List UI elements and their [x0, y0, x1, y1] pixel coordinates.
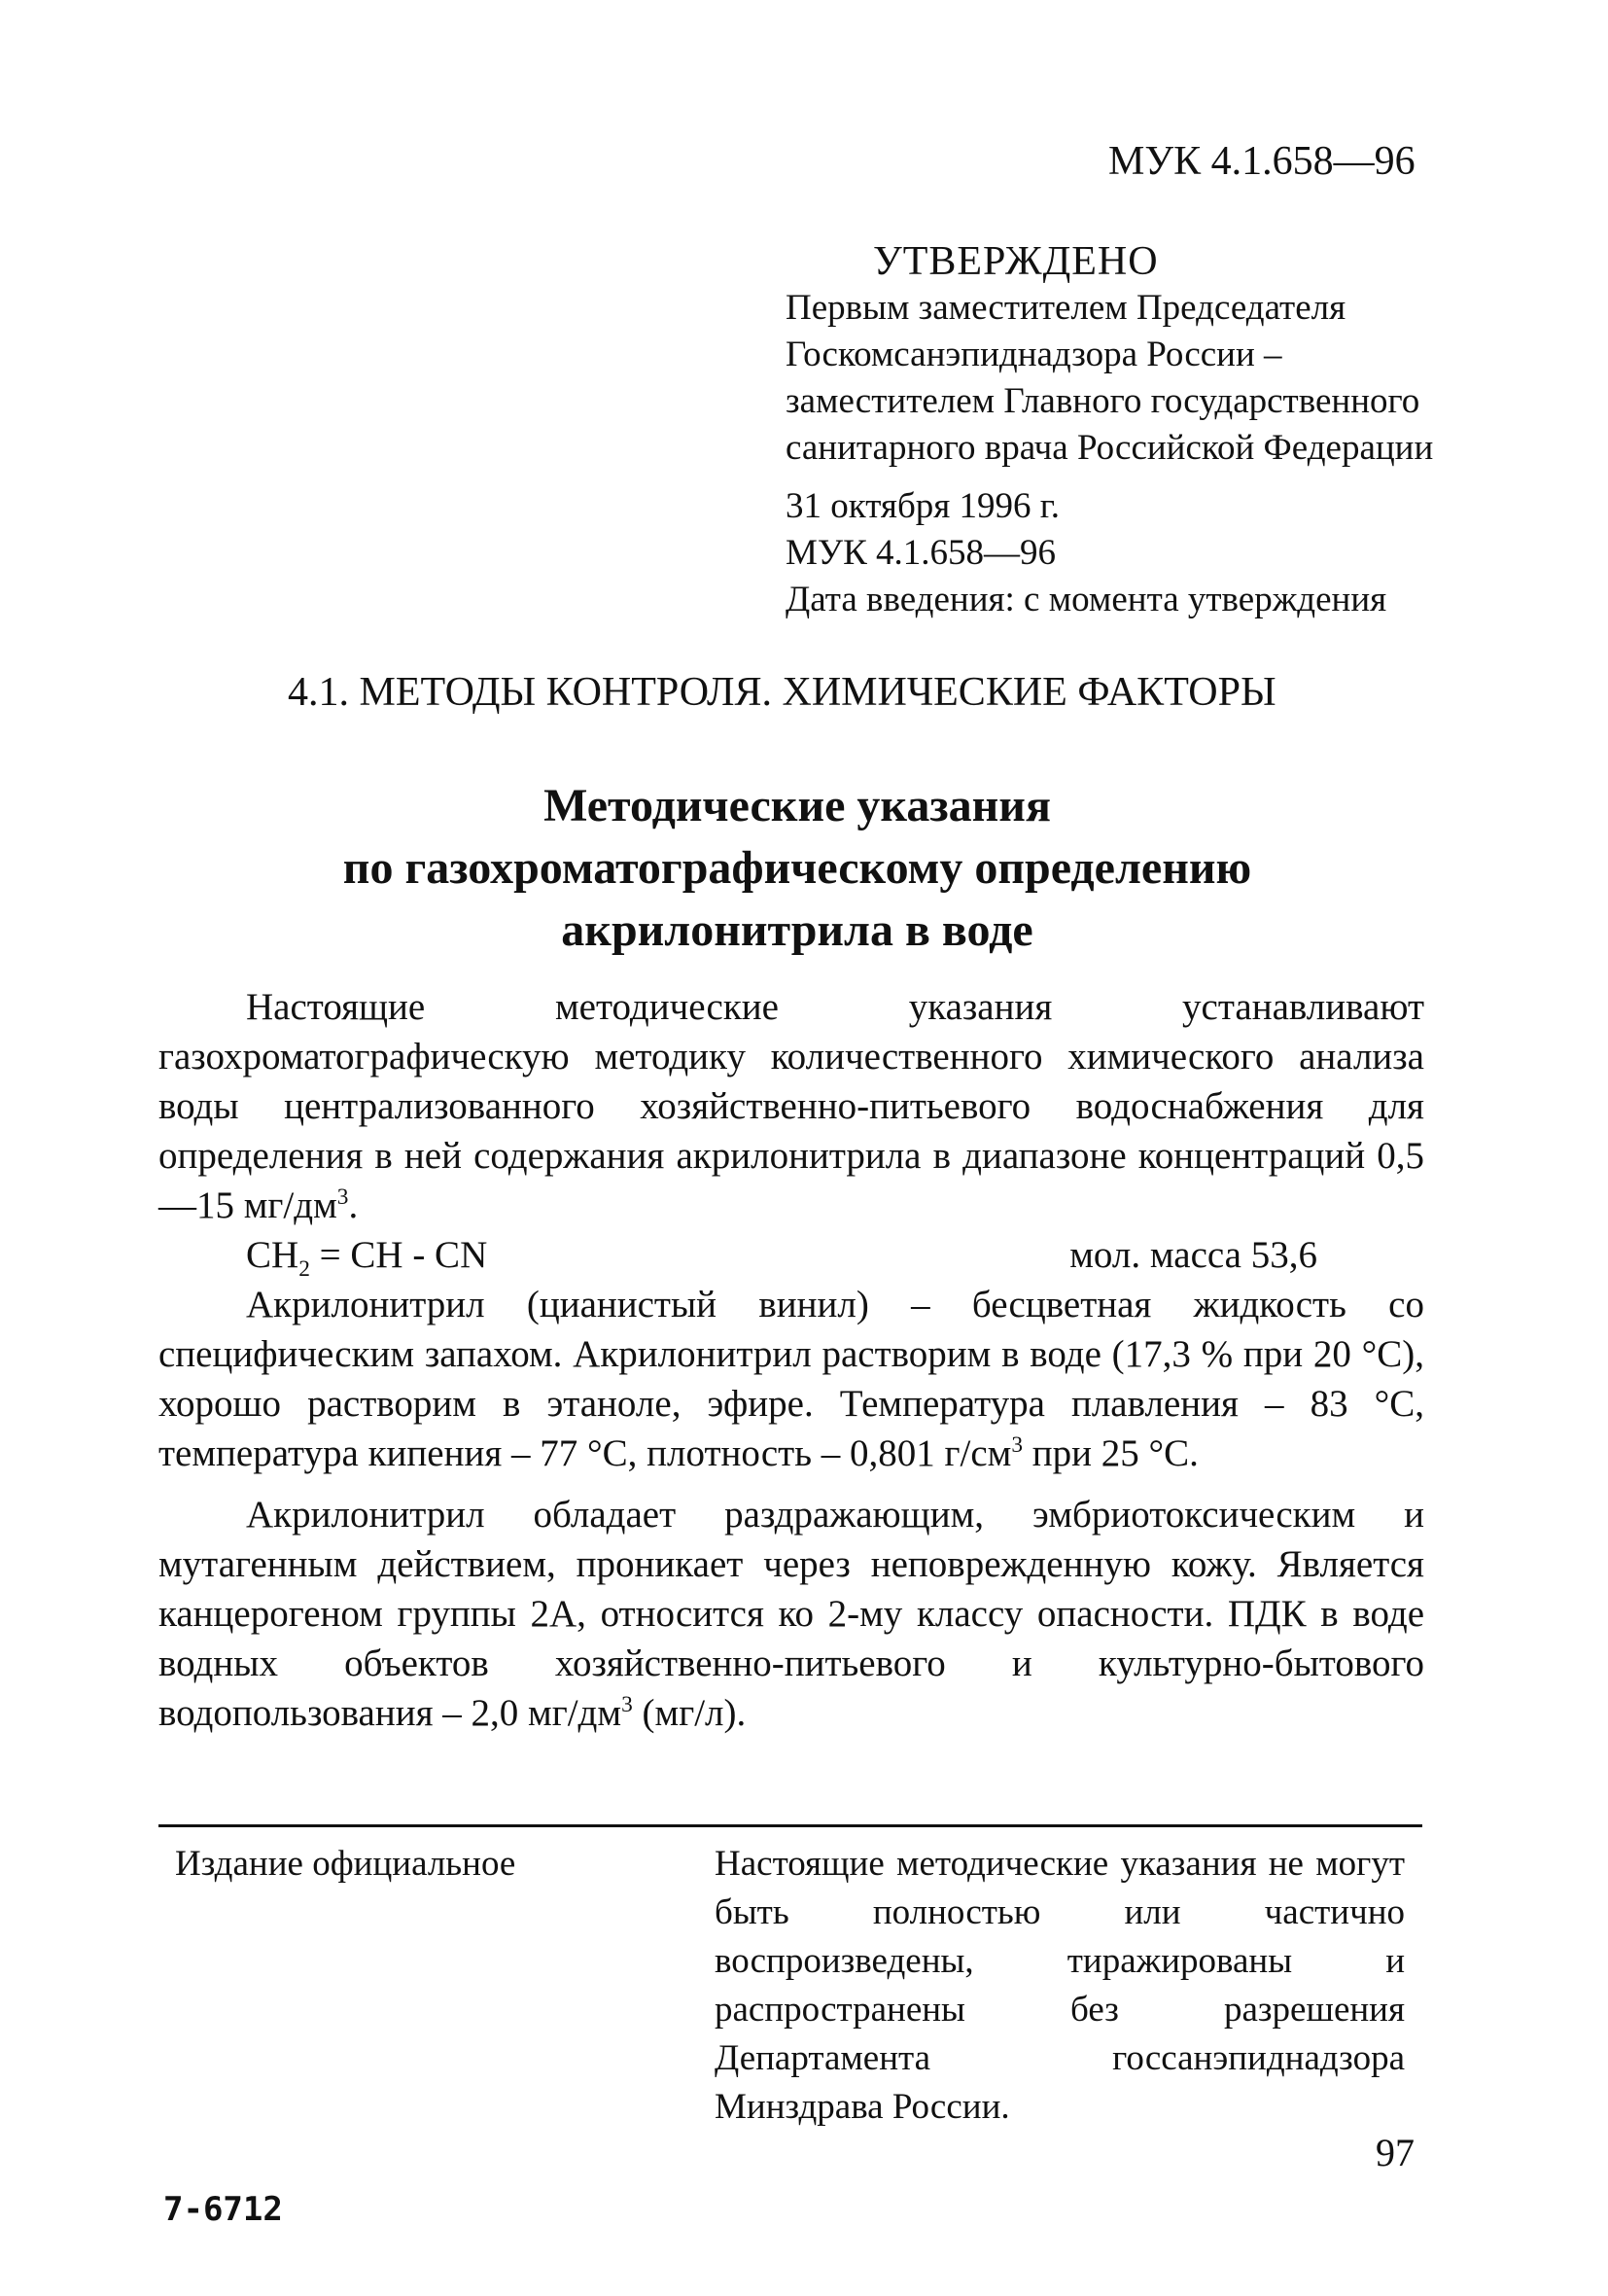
unit-superscript: 3 [336, 1184, 349, 1210]
official-edition-label: Издание официальное [175, 1844, 516, 1884]
footer-divider [158, 1824, 1422, 1827]
approval-signatory-line: Первым заместителем Председателя [786, 288, 1346, 328]
approval-date: 31 октября 1996 г. [786, 486, 1061, 526]
print-code: 7-6712 [163, 2190, 283, 2229]
molecular-mass: мол. масса 53,6 [1069, 1234, 1317, 1276]
title-line: акрилонитрила в воде [561, 904, 1033, 956]
document-body [158, 982, 1424, 1738]
intro-tail: . [348, 1184, 359, 1226]
formula-subscript: 2 [298, 1255, 310, 1282]
chemical-formula: $CH_2$ = CH - CN [246, 1234, 488, 1282]
hazard-paragraph [158, 1490, 1424, 1738]
hazard-tail: (мг/л). [632, 1692, 747, 1734]
intro-paragraph [158, 982, 1424, 1230]
approval-heading: УТВЕРЖДЕНО [873, 239, 1159, 284]
intro-text: Настоящие методические указания устанавливают газохроматографическую методику количественного химического анализа воды централизованного хозяйственно-питьевого водоснабжения для определения в ней содержания акрилонитрила в диапазоне концентраций 0,5—15 мг/дм [158, 986, 1424, 1226]
copyright-notice: Настоящие методические указания не могут быть полностью или частично воспроизведены, тиражированы и распространены без разрешения Департамента госсанэпиднадзора Минздрава России. [715, 1844, 1405, 2127]
approval-code: МУК 4.1.658—96 [786, 533, 1057, 573]
approval-signatory-line: Госкомсанэпиднадзора России – [786, 335, 1282, 374]
properties-paragraph [158, 1280, 1424, 1478]
document-title [194, 775, 1400, 962]
approval-signatory-line: санитарного врача Российской Федерации [786, 428, 1434, 468]
hazard-text: Акрилонитрил обладает раздражающим, эмбриотоксическим и мутагенным действием, проникает через неповрежденную кожу. Является канцерогеном группы 2А, относится ко 2-му классу опасности. ПДК в воде водных объектов хозяйственно-питьевого и культурно-бытового водопользования – 2,0 мг/дм [158, 1494, 1424, 1734]
formula-row [158, 1230, 1424, 1280]
title-line: по газохроматографическому определению [342, 842, 1252, 894]
unit-superscript: 3 [1011, 1432, 1024, 1458]
approval-block [786, 238, 1434, 623]
approval-effective-date: Дата введения: с момента утверждения [786, 580, 1387, 619]
approval-signatory-line: заместителем Главного государственного [786, 381, 1420, 421]
document-code: МУК 4.1.658—96 [1108, 139, 1416, 184]
page-number: 97 [1376, 2131, 1415, 2174]
title-line: Методические указания [543, 780, 1051, 831]
unit-superscript: 3 [621, 1692, 633, 1717]
properties-tail: при 25 °С. [1023, 1432, 1199, 1474]
properties-text: Акрилонитрил (цианистый винил) – бесцветная жидкость со специфическим запахом. Акрилонитрил растворим в воде (17,3 % при 20 °С), хорошо растворим в этаноле, эфире. Температура плавления – 83 °С, температура кипения – 77 °С, плотность – 0,801 г/см [158, 1284, 1424, 1474]
section-title: 4.1. МЕТОДЫ КОНТРОЛЯ. ХИМИЧЕСКИЕ ФАКТОРЫ [288, 670, 1276, 715]
